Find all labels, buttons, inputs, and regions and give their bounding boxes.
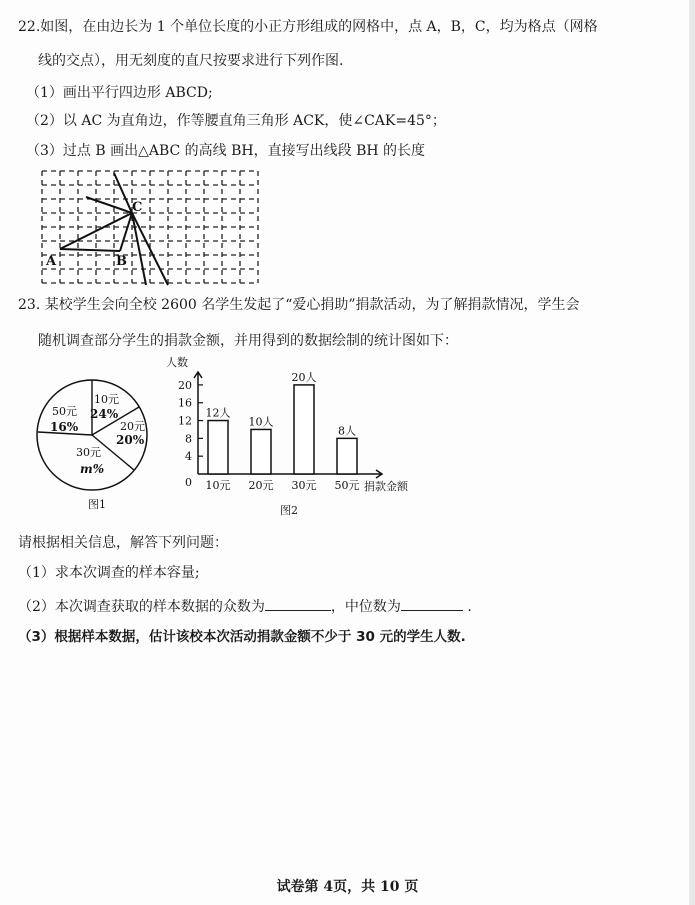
point-c-label: C <box>132 200 143 215</box>
page-footer: 试卷第 4页，共 10 页 <box>276 879 419 895</box>
median-answer-blank[interactable] <box>401 596 463 611</box>
pie-chart <box>30 378 160 518</box>
bar-data-label: 10人 <box>248 415 274 429</box>
pie-value-10: 24% <box>90 407 119 421</box>
period: . <box>462 599 472 615</box>
y-tick-label: 4 <box>185 450 192 464</box>
x-tick-label: 10元 <box>205 479 231 492</box>
x-tick-label: 30元 <box>291 479 317 492</box>
q23-line2: 随机调查部分学生的捐款金额，并用得到的数据绘制的统计图如下： <box>38 333 458 349</box>
q22-line1: 22.如图，在由边长为 1 个单位长度的小正方形组成的网格中，点 A，B，C，均为格点（网格 <box>18 19 598 35</box>
pie-label-20: 20元 <box>120 420 145 433</box>
x-tick-label: 50元 <box>334 479 360 492</box>
q22-part3: （3）过点 B 画出△ABC 的高线 BH，直接写出线段 BH 的长度 <box>26 143 426 159</box>
q23-prompt: 请根据相关信息，解答下列问题： <box>18 535 228 551</box>
bar <box>251 429 271 474</box>
fig1-caption: 图1 <box>88 498 106 511</box>
y-tick-label: 16 <box>178 396 192 410</box>
y-tick-label: 0 <box>185 476 192 489</box>
fig2-caption: 图2 <box>280 504 298 517</box>
bar-data-label: 8人 <box>338 424 356 438</box>
bar-ylabel: 人数 <box>166 356 188 369</box>
y-tick-label: 8 <box>185 432 192 446</box>
scan-edge <box>689 0 695 905</box>
bar <box>294 385 314 474</box>
bar <box>337 438 357 474</box>
q23-part1: （1）求本次调查的样本容量; <box>18 565 200 581</box>
pie-label-10: 10元 <box>94 393 119 406</box>
pie-value-50: 16% <box>50 420 79 434</box>
q23-part2-text-b: ，中位数为 <box>330 599 401 615</box>
q22-part2: （2）以 AC 为直角边，作等腰直角三角形 ACK，使∠CAK=45°； <box>26 113 446 129</box>
grid-figure <box>36 165 266 290</box>
q23-part2 <box>18 596 472 616</box>
q23-part2-text-a: （2）本次调查获取的样本数据的众数为 <box>18 599 265 615</box>
q22-line2: 线的交点），用无刻度的直尺按要求进行下列作图. <box>38 53 344 69</box>
pie-label-50: 50元 <box>52 405 77 418</box>
pie-value-30: m% <box>80 462 105 476</box>
mode-answer-blank[interactable] <box>265 596 331 611</box>
y-tick-label: 20 <box>178 378 192 392</box>
pie-value-20: 20% <box>116 433 145 447</box>
bar-data-label: 20人 <box>291 370 317 384</box>
bar <box>208 421 228 474</box>
q22-part1: （1）画出平行四边形 ABCD; <box>26 85 213 101</box>
bar-data-label: 12人 <box>205 406 231 420</box>
q23-line1: 23. 某校学生会向全校 2600 名学生发起了“爱心捐助”捐款活动，为了解捐款情况，学生会 <box>18 297 580 313</box>
point-a-label: A <box>46 254 57 269</box>
grid-lines <box>42 171 258 283</box>
x-tick-label: 20元 <box>248 479 274 492</box>
point-b-label: B <box>116 254 127 269</box>
bar-chart <box>160 352 430 522</box>
bar-ticks <box>178 379 203 489</box>
y-tick-label: 12 <box>178 414 192 428</box>
pie-label-30: 30元 <box>76 446 101 459</box>
q23-part3: （3）根据样本数据，估计该校本次活动捐款金额不少于 30 元的学生人数. <box>18 629 466 645</box>
bar-xlabel: 捐款金额 <box>364 480 408 493</box>
